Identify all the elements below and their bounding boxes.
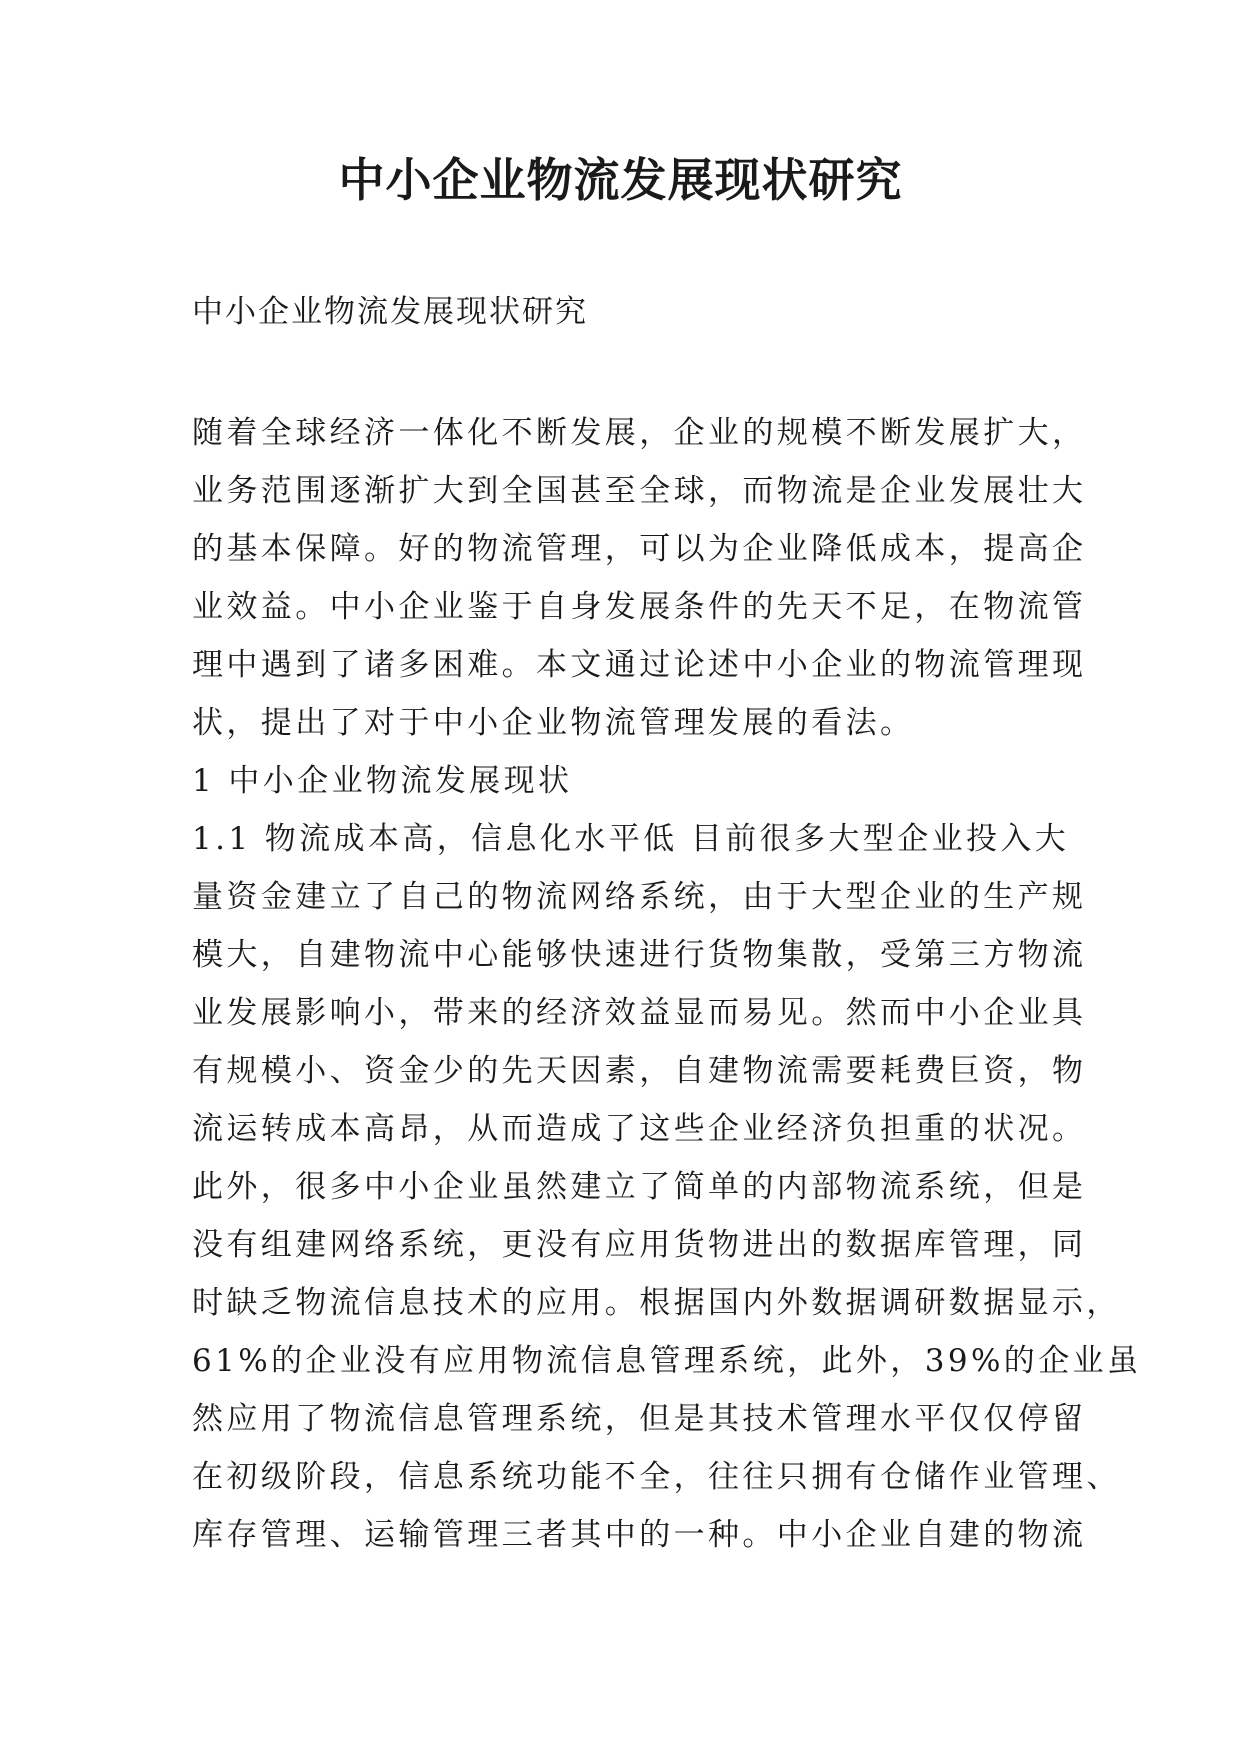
text-line: 然应用了物流信息管理系统，但是其技术管理水平仅仅停留	[192, 1401, 1087, 1437]
text-line: 理中遇到了诸多困难。本文通过论述中小企业的物流管理现	[192, 647, 1087, 683]
text-line: 有规模小、资金少的先天因素，自建物流需要耗费巨资，物	[192, 1053, 1087, 1089]
text-line: 库存管理、运输管理三者其中的一种。中小企业自建的物流	[192, 1517, 1087, 1553]
text-line: 状，提出了对于中小企业物流管理发展的看法。	[192, 705, 915, 741]
text-line: 1.1 物流成本高，信息化水平低 目前很多大型企业投入大	[192, 821, 1070, 857]
text-line: 模大，自建物流中心能够快速进行货物集散，受第三方物流	[192, 937, 1087, 973]
text-line: 时缺乏物流信息技术的应用。根据国内外数据调研数据显示，	[192, 1285, 1121, 1321]
text-line: 量资金建立了自己的物流网络系统，由于大型企业的生产规	[192, 879, 1087, 915]
text-line: 业效益。中小企业鉴于自身发展条件的先天不足，在物流管	[192, 589, 1087, 625]
text-line: 61%的企业没有应用物流信息管理系统，此外，39%的企业虽	[192, 1343, 1142, 1379]
text-line: 流运转成本高昂，从而造成了这些企业经济负担重的状况。	[192, 1111, 1087, 1147]
text-line: 此外，很多中小企业虽然建立了简单的内部物流系统，但是	[192, 1169, 1087, 1205]
text-line: 没有组建网络系统，更没有应用货物进出的数据库管理，同	[192, 1227, 1087, 1263]
text-line: 业发展影响小，带来的经济效益显而易见。然而中小企业具	[192, 995, 1087, 1031]
document-title: 中小企业物流发展现状研究	[338, 153, 903, 207]
section-heading: 1 中小企业物流发展现状	[192, 763, 573, 799]
body-text	[192, 404, 1142, 1564]
text-line: 业务范围逐渐扩大到全国甚至全球，而物流是企业发展壮大	[192, 473, 1087, 509]
text-line: 的基本保障。好的物流管理，可以为企业降低成本，提高企	[192, 531, 1087, 567]
text-line: 随着全球经济一体化不断发展，企业的规模不断发展扩大，	[192, 415, 1087, 451]
document-subtitle: 中小企业物流发展现状研究	[192, 294, 588, 330]
text-line: 在初级阶段，信息系统功能不全，往往只拥有仓储作业管理、	[192, 1459, 1121, 1495]
